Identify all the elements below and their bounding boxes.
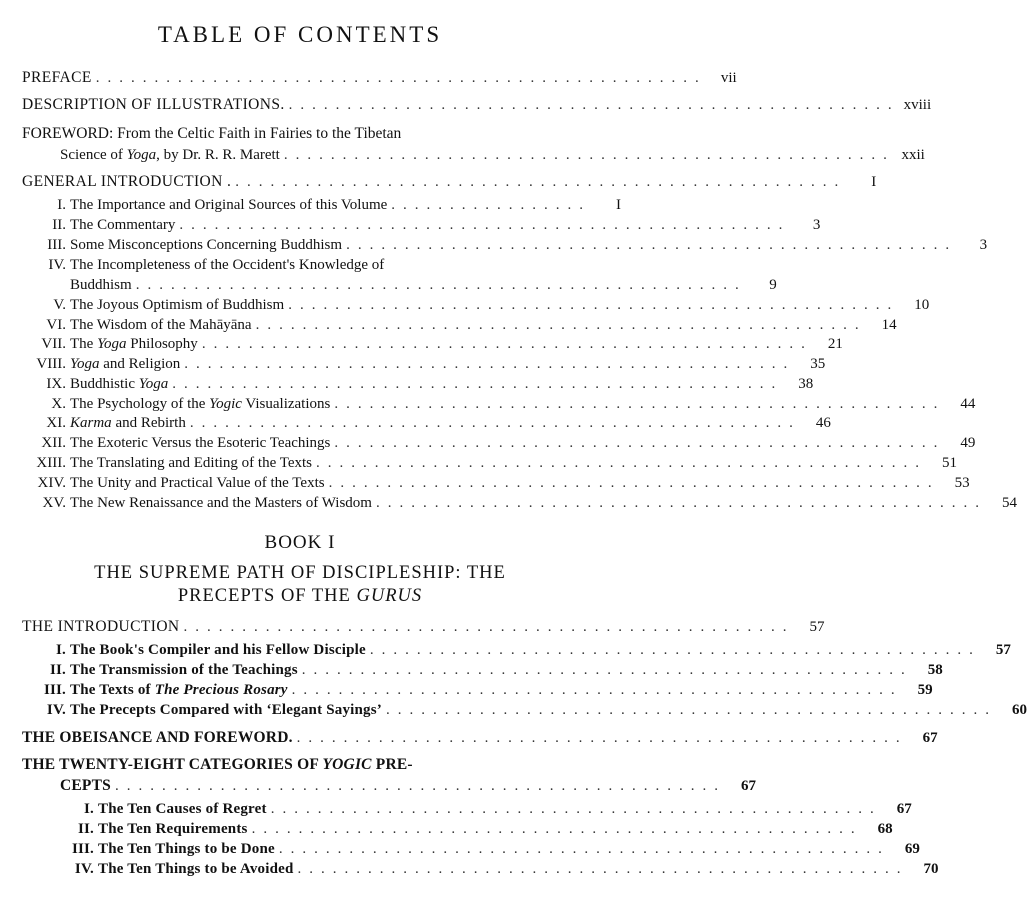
leader-dots: .................................................... bbox=[288, 97, 900, 113]
entry-text: GENERAL INTRODUCTION . bbox=[22, 173, 232, 190]
leader-dots: .................................................... bbox=[316, 455, 927, 471]
toc-subentry: VI. The Wisdom of the Mahāyāna .................................................... 14 bbox=[46, 317, 897, 333]
leader-dots: .................................................... bbox=[386, 702, 997, 718]
book-heading-line2: PRECEPTS OF THE GURUS bbox=[177, 586, 423, 606]
toc-entry-categories-line1: THE TWENTY-EIGHT CATEGORIES OF YOGIC PRE- bbox=[22, 756, 413, 773]
leader-dots: .................................................... bbox=[270, 801, 882, 817]
entry-page: I bbox=[871, 174, 877, 190]
leader-dots: .................................................... bbox=[346, 237, 958, 253]
toc-subentry: XIV. The Unity and Practical Value of the Texts .................................................... 53 bbox=[37, 475, 970, 491]
toc-subentry: III. The Ten Things to be Done .................................................... 69 bbox=[71, 841, 920, 857]
toc-subentry: VIII. Yoga and Religion .................................................... 35 bbox=[36, 356, 826, 372]
toc-subentry-line2: Buddhism .................................................... 9 bbox=[70, 277, 777, 293]
leader-dots: .................................................... bbox=[189, 415, 801, 431]
toc-subentry: V. The Joyous Optimism of Buddhism .................................................... 10 bbox=[53, 297, 930, 313]
toc-subentry-line1: IV. The Incompleteness of the Occident's Knowledge of bbox=[48, 257, 385, 273]
entry-page: vii bbox=[720, 70, 737, 86]
leader-dots: .................................................... bbox=[201, 336, 813, 352]
toc-subentry: I. The Importance and Original Sources of this Volume ................. I bbox=[57, 197, 622, 213]
leader-dots: .................................................... bbox=[328, 475, 940, 491]
toc-subentry: II. The Transmission of the Teachings .................................................... 58 bbox=[49, 662, 943, 678]
leader-dots: .................................................... bbox=[255, 317, 867, 333]
leader-dots: .................................................... bbox=[369, 642, 981, 658]
toc-entry-preface bbox=[22, 68, 737, 88]
toc-entry-foreword-line2: Science of Yoga, by Dr. R. R. Marett .................................................... xxii bbox=[60, 147, 925, 163]
leader-dots: .................................................... bbox=[375, 495, 987, 511]
toc-subentry: I. The Ten Causes of Regret .................................................... 67 bbox=[84, 801, 912, 817]
leader-dots: .................................................... bbox=[235, 174, 847, 190]
leader-dots: .................................................... bbox=[135, 277, 747, 293]
toc-subentry: II. The Ten Requirements .................................................... 68 bbox=[77, 821, 893, 837]
toc-subentry: IV. The Precepts Compared with ‘Elegant Sayings’ .................................................... 60 bbox=[46, 702, 1027, 718]
leader-dots: .................................................... bbox=[278, 841, 890, 857]
book-label: BOOK I bbox=[264, 532, 336, 553]
leader-dots: .................................................... bbox=[297, 861, 909, 877]
leader-dots: .................................................... bbox=[183, 619, 795, 635]
entry-page: xviii bbox=[903, 97, 932, 113]
toc-subentry: IV. The Ten Things to be Avoided .................................................... 70 bbox=[74, 861, 939, 877]
leader-dots: .................................................... bbox=[301, 662, 913, 678]
leader-dots: .................................................... bbox=[95, 70, 707, 86]
leader-dots: .................................................... bbox=[334, 435, 946, 451]
leader-dots: .................................................... bbox=[184, 356, 796, 372]
toc-subentry: IX. Buddhistic Yoga .................................................... 38 bbox=[46, 376, 814, 392]
leader-dots: .................................................... bbox=[251, 821, 863, 837]
leader-dots: .................................................... bbox=[291, 682, 903, 698]
toc-subentry: VII. The Yoga Philosophy .................................................... 21 bbox=[41, 336, 843, 352]
toc-subentry: III. Some Misconceptions Concerning Buddhism .................................................... 3 bbox=[47, 237, 988, 253]
toc-entry-obeisance: THE OBEISANCE AND FOREWORD. .................................................... 67 bbox=[22, 729, 938, 746]
leader-dots: .................................................... bbox=[172, 376, 784, 392]
entry-text: DESCRIPTION OF ILLUSTRATIONS. bbox=[22, 96, 285, 113]
toc-entry-general-introduction bbox=[22, 172, 877, 192]
toc-subentry: X. The Psychology of the Yogic Visualizations .................................................... 44 bbox=[51, 396, 976, 412]
entry-text: PREFACE bbox=[22, 69, 92, 86]
toc-entry-categories-line2: CEPTS .................................................... 67 bbox=[60, 777, 756, 794]
toc-entry-book-introduction: THE INTRODUCTION .................................................... 57 bbox=[22, 618, 825, 635]
toc-subentry: XI. Karma and Rebirth .................................................... 46 bbox=[46, 415, 831, 431]
toc-subentry: XIII. The Translating and Editing of the Texts .................................................... 51 bbox=[36, 455, 957, 471]
entry-page: xxii bbox=[901, 147, 925, 163]
toc-subentry: XII. The Exoteric Versus the Esoteric Teachings .................................................... 49 bbox=[41, 435, 976, 451]
leader-dots: .................................................... bbox=[114, 778, 726, 794]
leader-dots: .................................................... bbox=[296, 730, 908, 746]
leader-dots: .................................................... bbox=[334, 396, 946, 412]
leader-dots: .................................................... bbox=[179, 217, 791, 233]
toc-subentry: XV. The New Renaissance and the Masters of Wisdom .................................................... 54 bbox=[42, 495, 1017, 511]
book-heading-line1: THE SUPREME PATH OF DISCIPLESHIP: THE bbox=[94, 563, 506, 583]
toc-subentry: I. The Book's Compiler and his Fellow Disciple .................................................... 57 bbox=[56, 642, 1011, 658]
leader-dots: .................................................... bbox=[288, 297, 900, 313]
toc-entry-illustrations bbox=[22, 95, 932, 115]
toc-subentry: III. The Texts of The Precious Rosary .................................................... 59 bbox=[43, 682, 933, 698]
leader-dots: ................. bbox=[391, 197, 592, 213]
toc-entry-foreword-line1: FOREWORD: From the Celtic Faith in Fairies to the Tibetan bbox=[22, 125, 402, 142]
toc-subentry: II. The Commentary .................................................... 3 bbox=[52, 217, 821, 233]
leader-dots: .................................................... bbox=[283, 147, 895, 163]
page-title: TABLE OF CONTENTS bbox=[157, 22, 443, 47]
